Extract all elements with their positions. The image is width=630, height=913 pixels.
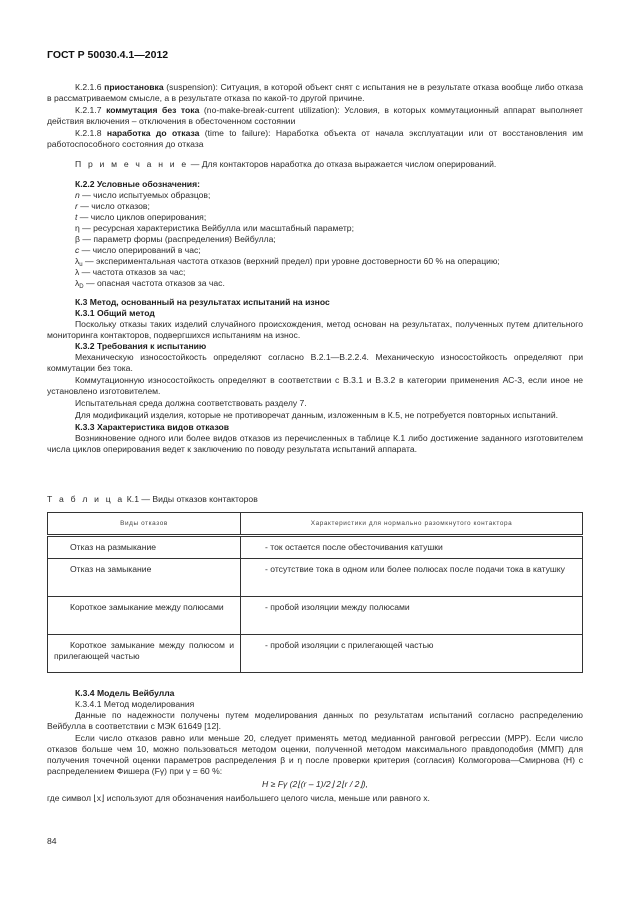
table-header-row [48,513,583,536]
symbol-item [75,278,583,289]
table-cell [48,559,241,597]
symbol: λ [75,267,80,277]
section-k3 [47,297,583,455]
symbol: λ [75,256,80,266]
cell-text: Отказ на замыкание [70,564,152,574]
section-heading-k341: К.3.4.1 Метод моделирования [75,699,195,709]
section-heading-k3: К.3 Метод, основанный на результатах испытаний на износ [75,297,330,307]
paragraph: Данные по надежности получены путем моделирования данных по результатам испытаний согласно распределению Вейбулла в соответствии с МЭК 61649 [12]. [47,710,583,731]
symbol-item [75,267,583,278]
table-caption [47,494,583,505]
note-block [47,159,583,170]
failure-modes-table [47,512,583,673]
definition-number: К.2.1.7 [75,105,102,115]
paragraph: Коммутационную износостойкость определяют в соответствии с В.3.1 и В.3.2 в категории применения АС-3, если иное не установлено изготовителем. [47,375,583,396]
page-number: 84 [47,836,57,846]
symbol: r [75,201,78,211]
symbol: c [75,245,80,255]
table-cell: - пробой изоляции между полюсами [241,597,583,635]
definition-text: Ситуация, в которой объект снят с испытания не в результате отказа вообще либо отказа в рассматриваемом смысле, а в результате отказа по какой-то другой причине. [47,82,584,103]
symbol: n [75,190,80,200]
symbol: β [75,234,80,244]
definition-english: (no-make-break-current utilization): [203,105,340,115]
definition-text: Наработка объекта от начала эксплуатации или от восстановления им работоспособного состояния до отказа [47,128,583,149]
section-k34 [47,688,583,804]
definition-term: коммутация без тока [106,105,200,115]
definition-k216 [47,82,583,104]
symbols-block [47,179,583,289]
symbol-item [75,234,583,245]
table-row [48,635,583,673]
symbol-subscript: D [79,284,84,290]
table-cell [48,597,241,635]
symbol-description: — число испытуемых образцов; [79,190,211,200]
table-caption-text: К.1 — Виды отказов контакторов [124,494,258,504]
definition-term: приостановка [104,82,164,92]
note [47,159,583,170]
section-heading-k33: К.3.3 Характеристика видов отказов [75,422,230,432]
definition-k217 [47,105,583,127]
table-row [48,536,583,559]
symbol-description: — параметр формы (распределения) Вейбулла; [79,234,276,244]
section-heading-k22: К.2.2 Условные обозначения: [75,179,200,189]
table-cell: - пробой изоляции с прилегающей частью [241,635,583,673]
table-caption-label: Т а б л и ц а [47,494,125,504]
symbol-subscript: u [79,262,83,268]
formula: H ≥ Fγ (2⌊(r – 1)/2⌋ 2⌊r / 2⌋), [262,779,368,789]
symbol: λ [75,278,80,288]
symbol-description: — ресурсная характеристика Вейбулла или масштабный параметр; [79,223,354,233]
definition-english: (time to failure): [204,128,271,138]
table-row [48,559,583,597]
paragraph-k33: Возникновение одного или более видов отказов из перечисленных в таблице К.1 либо достижение заданного изготовителем числа циклов оперирования ведет к заключению по поводу результата испытаний аппарата. [47,433,583,454]
symbol-description: — экспериментальная частота отказов (верхний предел) при уровне достоверности 60 % на операцию; [82,256,500,266]
cell-text: Короткое замыкание между полюсом и прилегающей частью [54,640,234,661]
section-heading-k34: К.3.4 Модель Вейбулла [75,688,175,698]
symbol-item [75,201,583,212]
definition-number: К.2.1.6 [75,82,102,92]
section-heading-k31: К.3.1 Общий метод [75,308,155,318]
definition-english: (suspension): [166,82,218,92]
symbol-item [75,223,583,234]
paragraph: Механическую износостойкость определяют согласно В.2.1—В.2.2.4. Механическую износостойкость определяют при коммутации без тока. [47,352,583,373]
table-header-cell: Характеристики для нормально разомкнутого контактора [241,513,583,536]
symbol: t [75,212,78,222]
definitions-block [47,82,583,150]
table-cell: - отсутствие тока в одном или более полюсах после подачи тока в катушку [241,559,583,597]
symbol-description: — число отказов; [77,201,150,211]
note-label: П р и м е ч а н и е [75,159,189,169]
symbol-description: — частота отказов за час; [79,267,186,277]
table-cell: - ток остается после обесточивания катушки [241,536,583,559]
paragraph: Испытательная среда должна соответствовать разделу 7. [75,398,307,408]
symbol-item [75,245,583,256]
symbol-description: — число циклов оперирования; [77,212,207,222]
symbol: η [75,223,80,233]
cell-text: Короткое замыкание между полюсами [70,602,224,612]
paragraph-k31: Поскольку отказы таких изделий случайного происхождения, метод основан на результатах, полученных путем длительного мониторинга контакторов, подвергшихся испытаниям на износ. [47,319,583,340]
symbols-list [47,190,583,289]
note-text: — Для контакторов наработка до отказа выражается числом оперирований. [190,159,497,169]
table-row [48,597,583,635]
definition-text: Условия, в которых коммутационный аппарат выполняет действия включения – отключения в обесточенном состоянии [47,105,583,126]
paragraph: Для модификаций изделия, которые не противоречат данным, изложенным в К.5, не потребуется повторных испытаний. [75,410,559,420]
paragraph: где символ ⌊x⌋ используют для обозначения наибольшего целого числа, меньше или равного x. [47,793,430,803]
cell-text: Отказ на размыкание [70,542,157,552]
table-cell [48,536,241,559]
definition-k218 [47,128,583,150]
symbol-description: — опасная частота отказов за час. [83,278,225,288]
table-header-cell: Виды отказов [48,513,241,536]
paragraph: Если число отказов равно или меньше 20, следует применять метод медианной ранговой регрессии (МРР). Если число отказов больше чем 10, можно пользоваться методом оценки, полученной методом максимального правдоподобия (ММП) для получения точечной оценки параметров распределения β и η после проверки критерия (согласия) Колмогорова—Смирнова (H) с распределением Фишера (Fγ) при γ = 60 %: [47,733,583,776]
symbol-item [75,190,583,201]
running-head: ГОСТ Р 50030.4.1—2012 [47,49,169,61]
table-cell [48,635,241,673]
definition-term: наработка до отказа [106,128,200,138]
definition-number: К.2.1.8 [75,128,102,138]
symbol-item [75,212,583,223]
section-heading-k32: К.3.2 Требования к испытанию [75,341,207,351]
symbol-description: — число оперирований в час; [79,245,201,255]
symbol-item [75,256,583,267]
